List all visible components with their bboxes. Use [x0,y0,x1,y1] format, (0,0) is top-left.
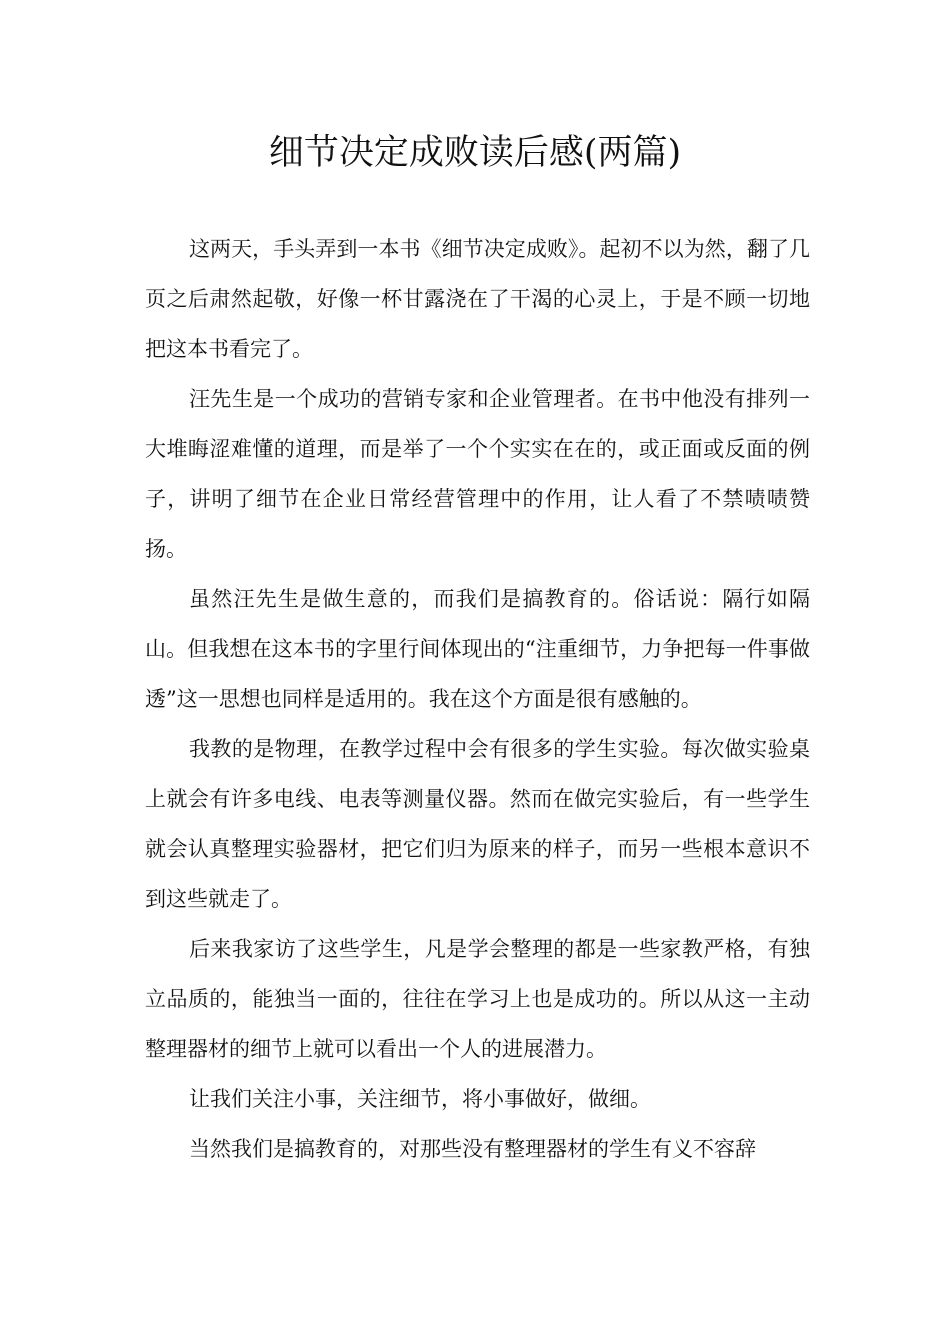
paragraph-3: 虽然汪先生是做生意的，而我们是搞教育的。俗话说：隔行如隔山。但我想在这本书的字里行间体现出的“注重细节，力争把每一件事做透”这一思想也同样是适用的。我在这个方面是很有感触的。 [145,587,810,711]
document-body [145,224,810,1174]
paragraph-5: 后来我家访了这些学生，凡是学会整理的都是一些家教严格，有独立品质的，能独当一面的，往往在学习上也是成功的。所以从这一主动整理器材的细节上就可以看出一个人的进展潜力。 [145,937,810,1061]
paragraph-4: 我教的是物理，在教学过程中会有很多的学生实验。每次做实验桌上就会有许多电线、电表等测量仪器。然而在做完实验后，有一些学生就会认真整理实验器材，把它们归为原来的样子，而另一些根本意识不到这些就走了。 [145,737,810,911]
paragraph-2: 汪先生是一个成功的营销专家和企业管理者。在书中他没有排列一大堆晦涩难懂的道理，而是举了一个个实实在在的，或正面或反面的例子，讲明了细节在企业日常经营管理中的作用，让人看了不禁啧啧赞扬。 [145,387,810,561]
paragraph-6: 让我们关注小事，关注细节，将小事做好，做细。 [189,1087,651,1111]
paragraph-1: 这两天，手头弄到一本书《细节决定成败》。起初不以为然，翻了几页之后肃然起敬，好像一杯甘露浇在了干渴的心灵上，于是不顾一切地把这本书看完了。 [145,237,810,361]
document-title: 细节决定成败读后感(两篇) [268,133,682,173]
paragraph-7: 当然我们是搞教育的，对那些没有整理器材的学生有义不容辞 [189,1137,756,1161]
